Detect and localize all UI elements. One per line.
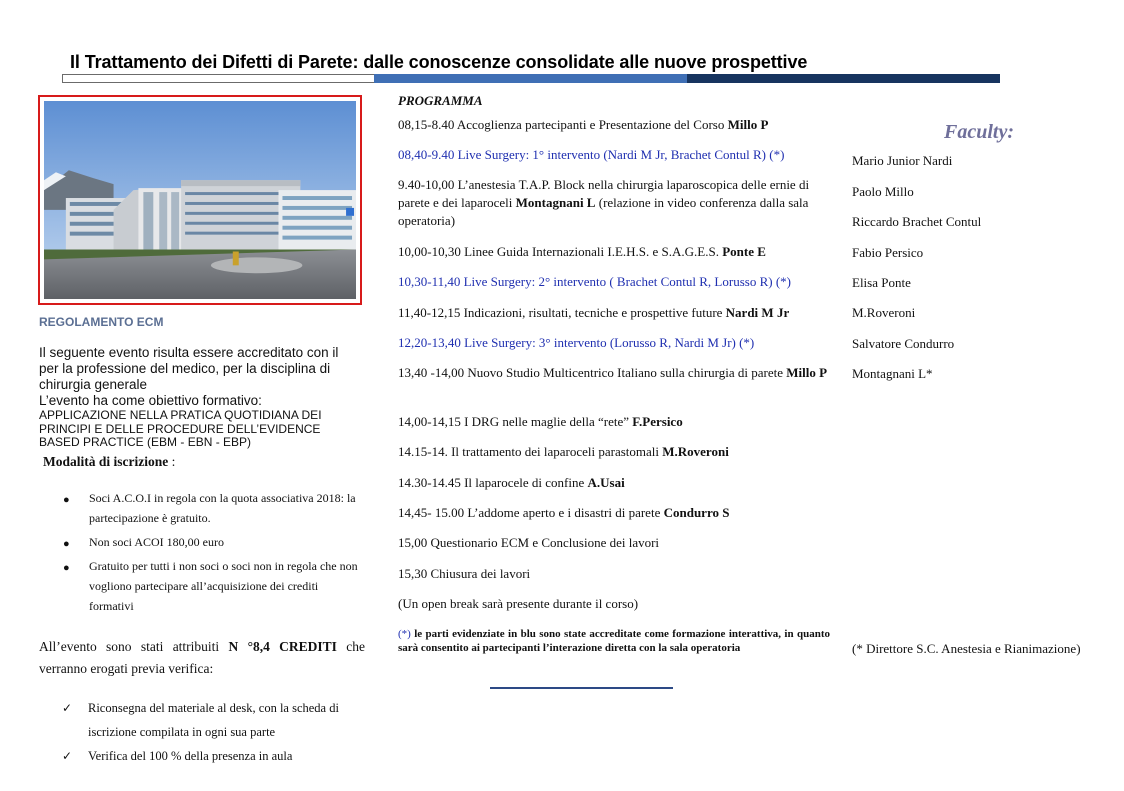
- faculty-name: M.Roveroni: [852, 305, 916, 320]
- modalita-item-text: Gratuito per tutti i non soci o soci non in regola che non vogliono partecipare all’acquisizione dei crediti formativi: [89, 559, 358, 613]
- check-item-text: Riconsegna del materiale al desk, con la scheda di iscrizione compilata in ogni sua parte: [88, 701, 339, 739]
- objective-text: APPLICAZIONE NELLA PRATICA QUOTIDIANA DEI PRINCIPI E DELLE PROCEDURE DELL’EVIDENCE BASED PRACTICE (EBM - EBN - EBP): [39, 408, 322, 449]
- verification-list: [62, 696, 362, 768]
- footnote-text: le parti evidenziate in blu sono state accreditate come formazione interattiva, in quanto sarà consentito ai partecipanti l’interazione diretta con la sala operatoria: [398, 628, 830, 654]
- modalita-heading: [43, 454, 175, 470]
- accreditation-sentence: Il seguente evento risulta essere accreditato con il per la professione del medico, per la disciplina di chirurgia generale: [39, 345, 339, 392]
- faculty-name: Mario Junior Nardi: [852, 153, 953, 168]
- program-row-text: 14,45- 15.00 L’addome aperto e i disastri di parete: [398, 505, 664, 520]
- program-row: [398, 146, 838, 164]
- page-title: Il Trattamento dei Difetti di Parete: dalle conoscenze consolidate alle nuove prospettive: [70, 52, 808, 72]
- footnote-mark: (*): [398, 628, 411, 640]
- faculty-heading: Faculty:: [944, 121, 1014, 143]
- faculty-name: Fabio Persico: [852, 245, 924, 260]
- faculty-name: Montagnani L*: [852, 366, 933, 381]
- credits-paragraph: [39, 636, 365, 680]
- title-bar-blue-segment: [374, 74, 687, 83]
- program-row-text: 14,00-14,15 I DRG nelle maglie della “rete”: [398, 414, 633, 429]
- program-row-speaker: Nardi M Jr: [725, 305, 790, 320]
- check-icon: ✓: [62, 749, 73, 763]
- program-row-text: 10,00-10,30 Linee Guida Internazionali I.E.H.S. e S.A.G.E.S.: [398, 244, 723, 259]
- interactive-footnote: [398, 627, 830, 655]
- list-item: [62, 744, 362, 768]
- program-row: [398, 273, 838, 291]
- program-row-text: 14.15-14. Il trattamento dei laparoceli parastomali: [398, 444, 663, 459]
- program-row-speaker: Montagnani L: [515, 195, 596, 210]
- program-row-speaker: Millo P: [786, 365, 828, 380]
- program-row-text: 11,40-12,15 Indicazioni, risultati, tecniche e prospettive future: [398, 305, 726, 320]
- program-row-text: 15,00 Questionario ECM e Conclusione dei lavori: [398, 535, 660, 550]
- program-row: [398, 534, 838, 552]
- program-row-speaker: Condurro S: [663, 505, 730, 520]
- footnote-divider: [490, 687, 673, 689]
- program-row: [398, 474, 838, 492]
- program-row-text: 9.40-10,00 L’anestesia T.A.P. Block nella chirurgia laparoscopica delle ernie di parete e dei laparoceli: [398, 177, 810, 210]
- title-bar-outline-segment: [62, 74, 374, 83]
- program-row: [398, 504, 838, 522]
- faculty-name: Salvatore Condurro: [852, 336, 955, 351]
- program-row: [398, 116, 838, 134]
- program-row: [398, 304, 838, 322]
- program-row: [398, 334, 838, 352]
- programma-heading: PROGRAMMA: [398, 93, 483, 108]
- program-row-text: 13,40 -14,00 Nuovo Studio Multicentrico Italiano sulla chirurgia di parete: [398, 365, 787, 380]
- program-row-text-after: (relazione in video conferenza dalla sala operatoria): [398, 195, 809, 228]
- credits-value: N °8,4 CREDITI: [228, 639, 337, 654]
- program-row: [398, 364, 838, 382]
- modalita-list: [60, 488, 360, 620]
- program-row-speaker: Ponte E: [722, 244, 766, 259]
- director-note: (* Direttore S.C. Anestesia e Rianimazione): [852, 641, 1081, 656]
- modalita-label: Modalità di iscrizione: [43, 454, 169, 469]
- modalita-suffix: :: [168, 454, 176, 469]
- program-row-speaker: F.Persico: [632, 414, 683, 429]
- modalita-item-text: Non soci ACOI 180,00 euro: [89, 535, 224, 549]
- program-row: [398, 565, 838, 583]
- accreditation-text: [39, 345, 359, 409]
- program-row-text: 15,30 Chiusura dei lavori: [398, 566, 531, 581]
- faculty-name: Riccardo Brachet Contul: [852, 214, 982, 229]
- title-bar-navy-segment: [687, 74, 1000, 83]
- list-item: ● Non soci ACOI 180,00 euro: [63, 535, 224, 550]
- list-item: ● Soci A.C.O.I in regola con la quota associativa 2018: la partecipazione è gratuito.: [63, 491, 356, 525]
- program-row-text: 12,20-13,40 Live Surgery: 3° intervento (Lorusso R, Nardi M Jr) (*): [398, 335, 755, 350]
- modalita-item-text: Soci A.C.O.I in regola con la quota associativa 2018: la partecipazione è gratuito.: [89, 491, 356, 525]
- program-row-text: 08,40-9.40 Live Surgery: 1° intervento (Nardi M Jr, Brachet Contul R) (*): [398, 147, 785, 162]
- faculty-name: Elisa Ponte: [852, 275, 911, 290]
- faculty-name: Paolo Millo: [852, 184, 914, 199]
- list-item: ● Gratuito per tutti i non soci o soci non in regola che non vogliono partecipare all’acquisizione dei crediti formativi: [63, 559, 358, 613]
- program-row-speaker: A.Usai: [587, 475, 625, 490]
- check-icon: ✓: [62, 701, 73, 715]
- program-row-speaker: M.Roveroni: [662, 444, 729, 459]
- hospital-photo: [38, 95, 362, 305]
- program-row: [398, 176, 838, 230]
- check-item-text: Verifica del 100 % della presenza in aula: [88, 749, 293, 763]
- program-row-speaker: Millo P: [727, 117, 769, 132]
- program-row: [398, 243, 838, 261]
- program-row: [398, 413, 838, 431]
- program-row-text: 08,15-8.40 Accoglienza partecipanti e Presentazione del Corso: [398, 117, 728, 132]
- program-row-text: 14.30-14.45 Il laparocele di confine: [398, 475, 588, 490]
- hospital-building-image: [44, 101, 356, 299]
- program-row: [398, 443, 838, 461]
- program-row-text: (Un open break sarà presente durante il corso): [398, 596, 639, 611]
- program-row-text: 10,30-11,40 Live Surgery: 2° intervento ( Brachet Contul R, Lorusso R) (*): [398, 274, 791, 289]
- credits-suffix: che verranno erogati previa verifica:: [39, 639, 366, 676]
- title-underline-bar: [62, 74, 1000, 83]
- program-row: [398, 595, 838, 613]
- objective-label: L’evento ha come obiettivo formativo:: [39, 393, 262, 408]
- regolamento-heading: REGOLAMENTO ECM: [39, 315, 164, 329]
- credits-prefix: All’evento sono stati attribuiti: [39, 639, 229, 654]
- list-item: [62, 696, 362, 744]
